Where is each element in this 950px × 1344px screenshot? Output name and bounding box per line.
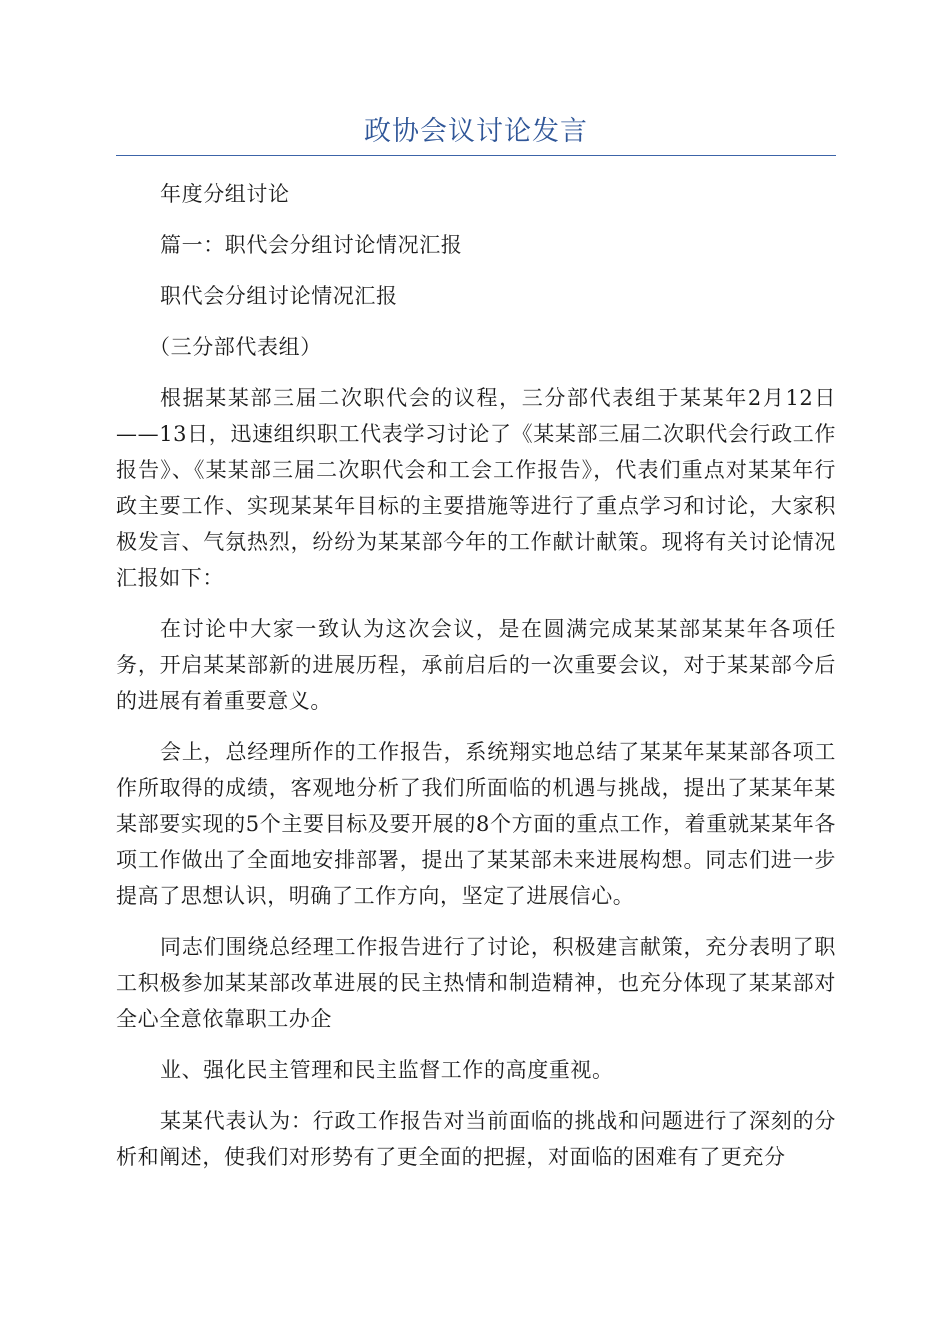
document-page (116, 0, 836, 1344)
paragraph-body: 某某代表认为：行政工作报告对当前面临的挑战和问题进行了深刻的分析和阐述，使我们对形势有了更全面的把握，对面临的困难有了更充分 (116, 1109, 836, 1169)
paragraph-body: 会上，总经理所作的工作报告，系统翔实地总结了某某年某某部各项工作所取得的成绩，客观地分析了我们所面临的机遇与挑战，提出了某某年某某部要实现的5个主要目标及要开展的8个方面的重点工作，着重就某某年各项工作做出了全面地安排部署，提出了某某部未来进展构想。同志们进一步提高了思想认识，明确了工作方向，坚定了进展信心。 (116, 740, 836, 908)
document-title: 政协会议讨论发言 (364, 116, 588, 147)
paragraph-body: 业、强化民主管理和民主监督工作的高度重视。 (160, 1058, 614, 1082)
paragraph-body: 同志们围绕总经理工作报告进行了讨论，积极建言献策，充分表明了职工积极参加某某部改革进展的民主热情和制造精神，也充分体现了某某部对全心全意依靠职工办企 (116, 935, 836, 1031)
paragraph-body: 在讨论中大家一致认为这次会议，是在圆满完成某某部某某年各项任务，开启某某部新的进展历程，承前启后的一次重要会议，对于某某部今后的进展有着重要意义。 (116, 617, 836, 713)
paragraph-delegation: （三分部代表组） (149, 335, 322, 359)
paragraph-article-title: 篇一：职代会分组讨论情况汇报 (160, 233, 463, 257)
paragraph-body: 根据某某部三届二次职代会的议程，三分部代表组于某某年2月12日——13日，迅速组织职工代表学习讨论了《某某部三届二次职代会行政工作报告》、《某某部三届二次职代会和工会工作报告》，代表们重点对某某年行政主要工作、实现某某年目标的主要措施等进行了重点学习和讨论，大家积极发言、气氛热烈，纷纷为某某部今年的工作献计献策。现将有关讨论情况汇报如下： (116, 386, 836, 590)
title-underline (116, 155, 836, 156)
paragraph-section-heading: 年度分组讨论 (160, 182, 290, 206)
paragraph-report-title: 职代会分组讨论情况汇报 (160, 284, 398, 308)
document-body (116, 176, 836, 1190)
